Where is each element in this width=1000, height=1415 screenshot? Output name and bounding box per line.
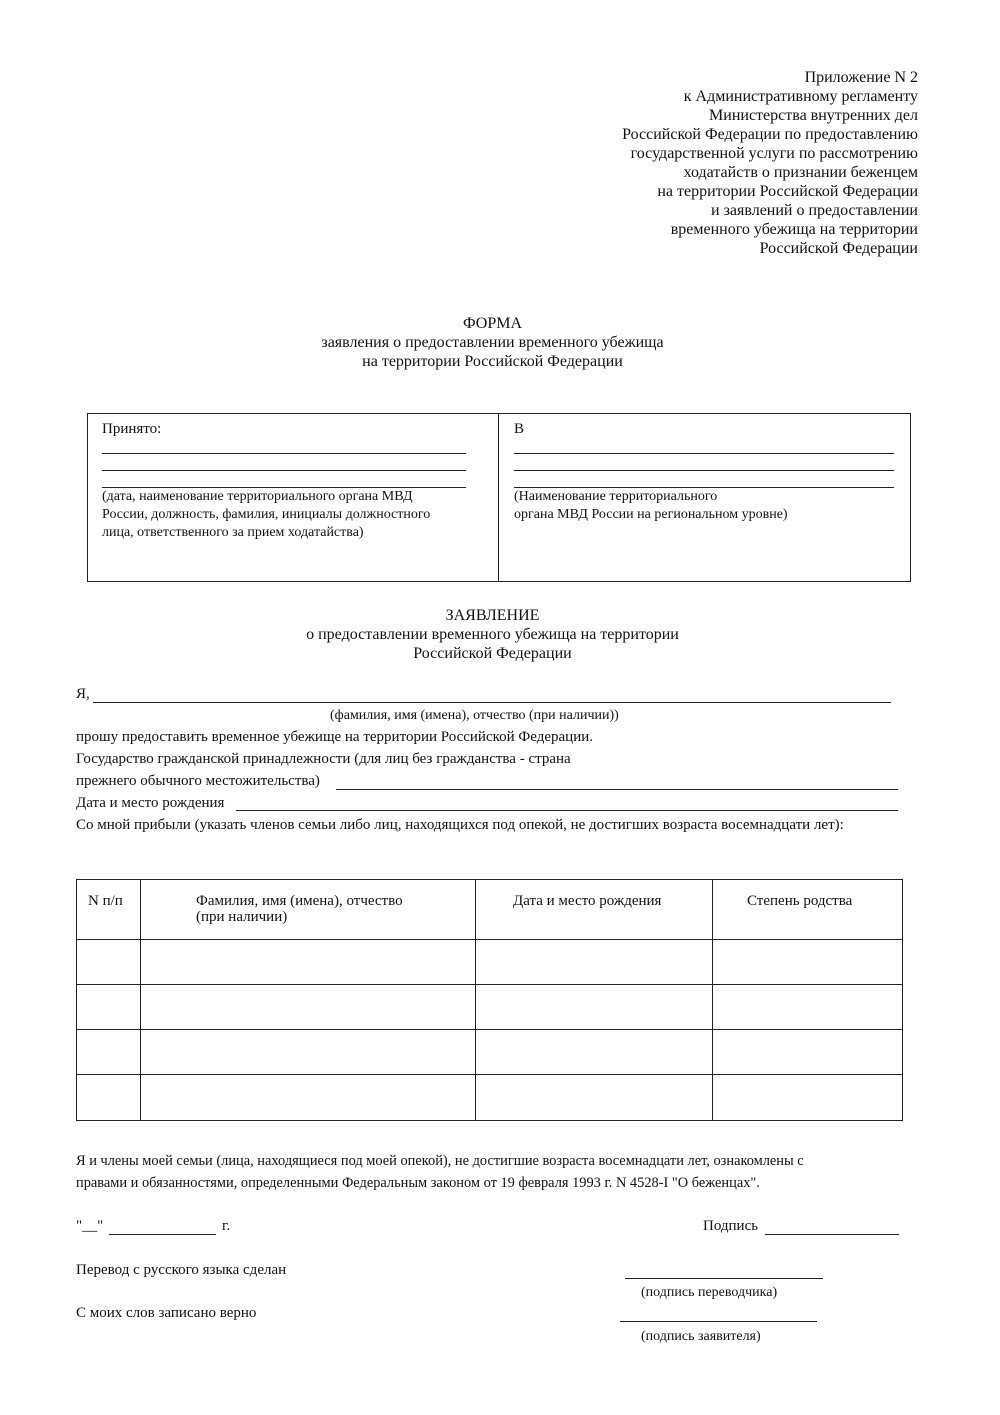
appendix-line: временного убежища на территории bbox=[670, 221, 918, 238]
table-cell-num[interactable] bbox=[77, 985, 140, 1029]
reception-box-divider bbox=[498, 413, 499, 581]
birth-field[interactable] bbox=[236, 810, 898, 811]
appendix-line: Приложение N 2 bbox=[804, 69, 918, 86]
accepted-note-line: России, должность, фамилия, инициалы должностного bbox=[102, 507, 431, 522]
table-cell-num[interactable] bbox=[77, 940, 140, 984]
table-cell-relation[interactable] bbox=[713, 940, 901, 984]
applicant-note: (подпись заявителя) bbox=[641, 1329, 761, 1344]
appendix-line: ходатайств о признании беженцем bbox=[683, 164, 918, 181]
appendix-line: Российской Федерации bbox=[759, 240, 918, 257]
date-day: "__" bbox=[76, 1218, 104, 1234]
statement-title-block bbox=[0, 606, 985, 663]
fio-note: (фамилия, имя (имена), отчество (при наличии)) bbox=[330, 708, 619, 723]
appendix-line: Министерства внутренних дел bbox=[709, 107, 918, 124]
table-header-num: N п/п bbox=[88, 893, 123, 909]
applicant-signature-field[interactable] bbox=[620, 1321, 817, 1322]
translator-note: (подпись переводчика) bbox=[641, 1285, 778, 1300]
table-header-fio-line: (при наличии) bbox=[196, 909, 288, 925]
form-title-block bbox=[0, 314, 985, 371]
table-cell-birth[interactable] bbox=[476, 1075, 712, 1119]
birth-label: Дата и место рождения bbox=[76, 795, 225, 811]
table-header-fio-line: Фамилия, имя (имена), отчество bbox=[196, 893, 403, 909]
table-row[interactable] bbox=[141, 940, 475, 984]
table-cell-relation[interactable] bbox=[713, 1075, 901, 1119]
table-header-birth: Дата и место рождения bbox=[513, 893, 662, 909]
table-header-fio bbox=[196, 893, 403, 925]
form-subtitle-line: на территории Российской Федерации bbox=[362, 353, 623, 370]
citizenship-field[interactable] bbox=[336, 789, 898, 790]
translation-label: Перевод с русского языка сделан bbox=[76, 1262, 287, 1278]
acknowledgement-line: Я и члены моей семьи (лица, находящиеся под моей опекой), не достигшие возраста восемнадцати лет, ознакомлены с bbox=[76, 1153, 804, 1169]
table-cell-relation[interactable] bbox=[713, 1030, 901, 1074]
date-month-field[interactable] bbox=[109, 1234, 216, 1235]
recipient-line-2[interactable] bbox=[514, 470, 894, 471]
recipient-note-line: органа МВД России на региональном уровне) bbox=[514, 507, 788, 522]
statement-subtitle-line: о предоставлении временного убежища на территории bbox=[306, 626, 679, 643]
accepted-note-line: (дата, наименование территориального органа МВД bbox=[102, 489, 413, 504]
citizenship-text: Государство гражданской принадлежности (для лиц без гражданства - страна bbox=[76, 751, 571, 767]
table-cell-num[interactable] bbox=[77, 1030, 140, 1074]
citizenship-text-cont: прежнего обычного местожительства) bbox=[76, 773, 320, 789]
appendix-line: и заявлений о предоставлении bbox=[711, 202, 918, 219]
i-label: Я, bbox=[76, 686, 90, 702]
form-subtitle-line: заявления о предоставлении временного убежища bbox=[321, 334, 664, 351]
table-row[interactable] bbox=[141, 1075, 475, 1119]
table-cell-relation[interactable] bbox=[713, 985, 901, 1029]
recipient-label: В bbox=[514, 421, 525, 437]
recipient-note-line: (Наименование территориального bbox=[514, 489, 718, 504]
acknowledgement-line: правами и обязанностями, определенными Федеральным законом от 19 февраля 1993 г. N 4528-I "О беженцах". bbox=[76, 1175, 760, 1191]
date-year-suffix: г. bbox=[222, 1218, 231, 1234]
table-cell-birth[interactable] bbox=[476, 1030, 712, 1074]
accepted-line-2[interactable] bbox=[102, 470, 466, 471]
accepted-note-line: лица, ответственного за прием ходатайства) bbox=[102, 525, 364, 540]
table-cell-num[interactable] bbox=[77, 1075, 140, 1119]
accepted-label: Принято: bbox=[102, 421, 162, 437]
appendix-header bbox=[622, 68, 918, 258]
form-title: ФОРМА bbox=[462, 315, 523, 332]
table-row[interactable] bbox=[141, 1030, 475, 1074]
appendix-line: к Административному регламенту bbox=[683, 88, 918, 105]
recipient-line-1[interactable] bbox=[514, 453, 894, 454]
fio-field[interactable] bbox=[93, 702, 891, 703]
translator-signature-field[interactable] bbox=[625, 1278, 823, 1279]
signature-label: Подпись bbox=[703, 1218, 759, 1234]
appendix-line: на территории Российской Федерации bbox=[657, 183, 918, 200]
signature-field[interactable] bbox=[765, 1234, 899, 1235]
statement-title: ЗАЯВЛЕНИЕ bbox=[445, 607, 540, 624]
family-label: Со мной прибыли (указать членов семьи либо лиц, находящихся под опекой, не достигших возраста восемнадцати лет): bbox=[76, 817, 844, 833]
request-text: прошу предоставить временное убежище на территории Российской Федерации. bbox=[76, 729, 594, 745]
table-row[interactable] bbox=[141, 985, 475, 1029]
appendix-line: Российской Федерации по предоставлению bbox=[622, 126, 918, 143]
accepted-line-1[interactable] bbox=[102, 453, 466, 454]
recorded-label: С моих слов записано верно bbox=[76, 1305, 257, 1321]
table-cell-birth[interactable] bbox=[476, 985, 712, 1029]
table-cell-birth[interactable] bbox=[476, 940, 712, 984]
table-header-relation: Степень родства bbox=[747, 893, 853, 909]
appendix-line: государственной услуги по рассмотрению bbox=[630, 145, 918, 162]
statement-subtitle-line: Российской Федерации bbox=[413, 645, 572, 662]
